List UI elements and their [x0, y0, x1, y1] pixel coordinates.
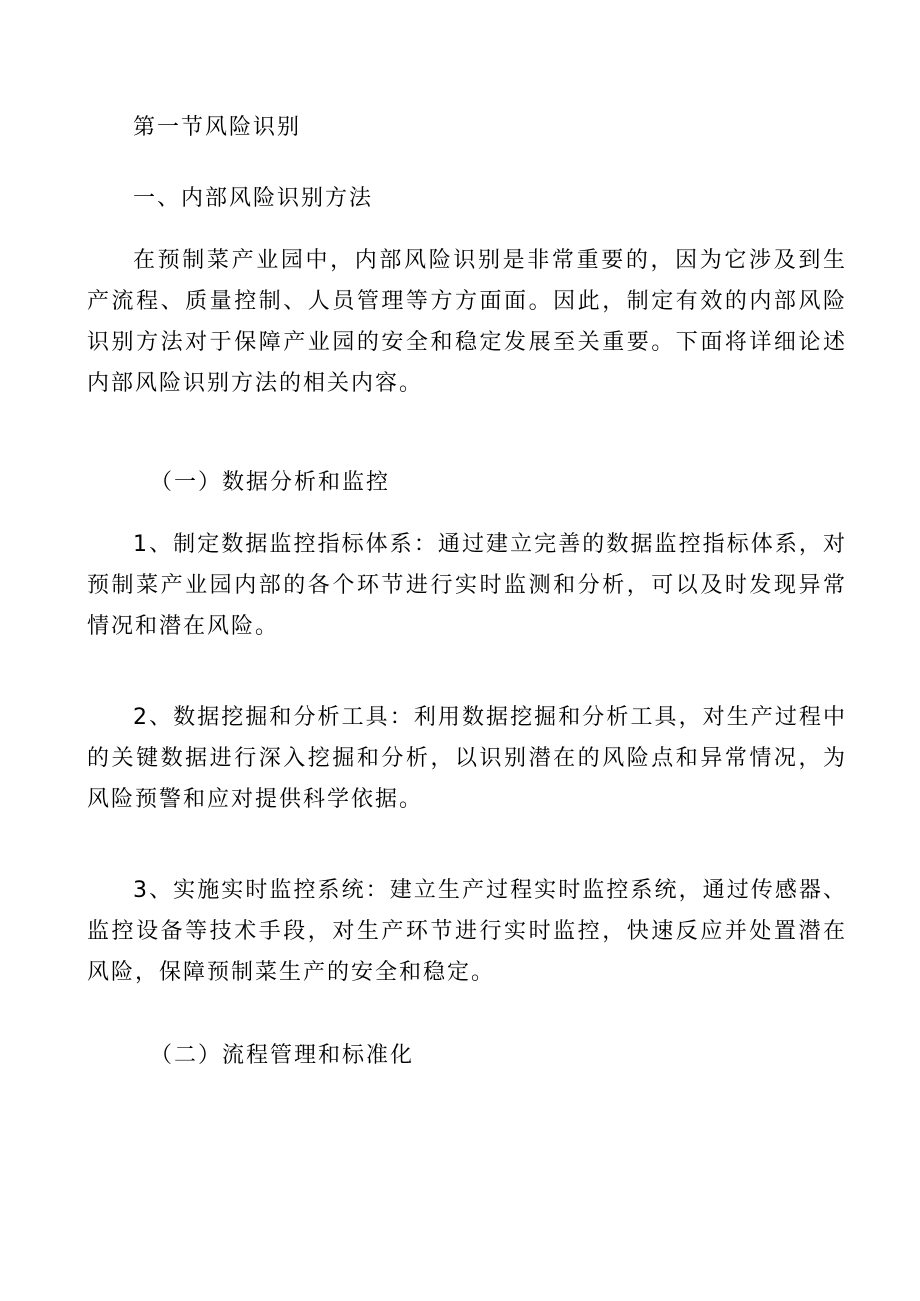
item-2-paragraph: 2、数据挖掘和分析工具：利用数据挖掘和分析工具，对生产过程中的关键数据进行深入挖掘和分析，以识别潜在的风险点和异常情况，为风险预警和应对提供科学依据。 — [87, 705, 847, 812]
sub-heading-data-analysis: （一）数据分析和监控 — [150, 470, 391, 495]
item-1-paragraph: 1、制定数据监控指标体系：通过建立完善的数据监控指标体系，对预制菜产业园内部的各个环节进行实时监测和分析，可以及时发现异常情况和潜在风险。 — [87, 532, 847, 639]
intro-paragraph: 在预制菜产业园中，内部风险识别是非常重要的，因为它涉及到生产流程、质量控制、人员管理等方方面面。因此，制定有效的内部风险识别方法对于保障产业园的安全和稳定发展至关重要。下面将详细论述内部风险识别方法的相关内容。 — [87, 248, 847, 396]
section-title: 第一节风险识别 — [133, 115, 302, 140]
item-3-paragraph: 3、实施实时监控系统：建立生产过程实时监控系统，通过传感器、监控设备等技术手段，对生产环节进行实时监控，快速反应并处置潜在风险，保障预制菜生产的安全和稳定。 — [87, 878, 847, 985]
sub-heading-process-management: （二）流程管理和标准化 — [150, 1043, 415, 1068]
heading-internal-risk-methods: 一、内部风险识别方法 — [133, 186, 374, 211]
